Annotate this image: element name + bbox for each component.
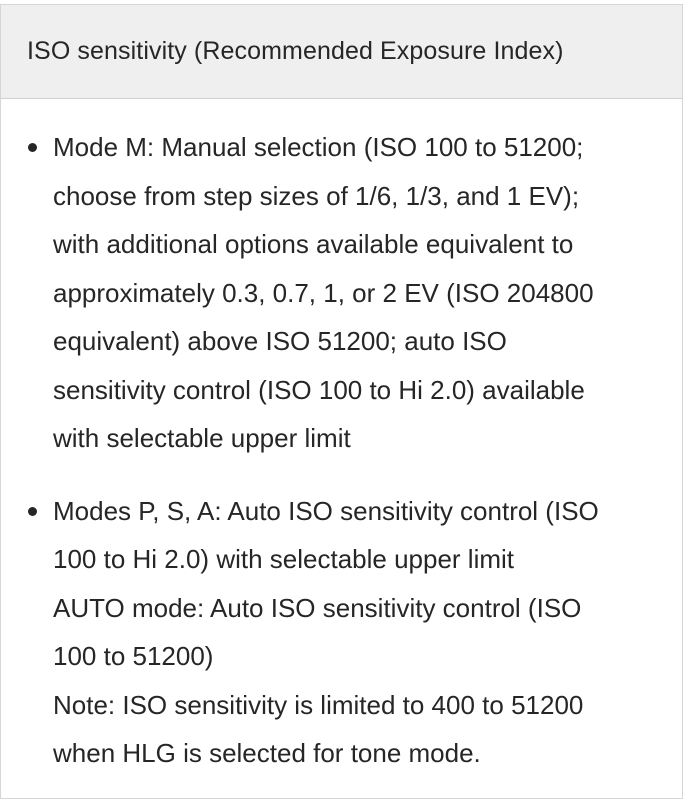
bullet-icon (28, 143, 37, 152)
list-item-line: approximately 0.3, 0.7, 1, or 2 EV (ISO 204800 (53, 278, 594, 308)
list-item-line: choose from step sizes of 1/6, 1/3, and 1 EV); (53, 181, 580, 211)
list-item-line: 100 to Hi 2.0) with selectable upper limit (53, 544, 515, 574)
list-item-line: with additional options available equivalent to (53, 229, 574, 259)
spec-table (0, 4, 683, 799)
spec-title: ISO sensitivity (Recommended Exposure Index) (27, 37, 564, 65)
list-item-line: Note: ISO sensitivity is limited to 400 to 51200 (53, 690, 584, 720)
list-item-line: sensitivity control (ISO 100 to Hi 2.0) available (53, 375, 585, 405)
list-item-line: 100 to 51200) (53, 641, 214, 671)
list-item-line: when HLG is selected for tone mode. (53, 738, 481, 768)
list-item-line: Mode M: Manual selection (ISO 100 to 51200; (53, 132, 584, 162)
bullet-icon (28, 507, 37, 516)
list-item-line: Modes P, S, A: Auto ISO sensitivity control (ISO (53, 496, 599, 526)
list-item-line: with selectable upper limit (53, 423, 351, 453)
spec-header (1, 5, 682, 99)
list-item-line: AUTO mode: Auto ISO sensitivity control (ISO (53, 593, 582, 623)
list-item-line: equivalent) above ISO 51200; auto ISO (53, 326, 507, 356)
